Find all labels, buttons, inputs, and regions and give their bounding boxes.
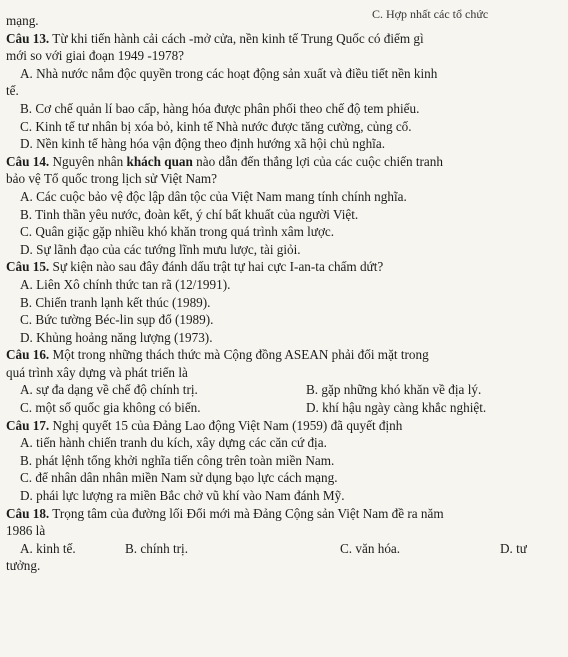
question-15-option-b: B. Chiến tranh lạnh kết thúc (1989). [20, 294, 211, 310]
question-13-option-c: C. Kinh tế tư nhân bị xóa bỏ, kinh tế Nhà nước được tăng cường, củng cố. [20, 118, 412, 134]
question-18-title: Câu 18. Trọng tâm của đường lối Đổi mới mà Đảng Cộng sản Việt Nam đề ra năm [6, 505, 444, 521]
question-15-option-a: A. Liên Xô chính thức tan rã (12/1991). [20, 276, 231, 292]
question-16-title: Câu 16. Một trong những thách thức mà Cộng đồng ASEAN phải đối mặt trong [6, 347, 429, 363]
question-13-title-cont: mới so với giai đoạn 1949 -1978? [6, 48, 185, 64]
question-14-title-cont: bảo vệ Tổ quốc trong lịch sử Việt Nam? [6, 171, 217, 187]
question-18 [6, 505, 564, 575]
question-15 [6, 258, 564, 346]
question-14 [6, 153, 564, 259]
question-13 [6, 30, 564, 153]
question-16-option-c: C. một số quốc gia không có biển. [20, 400, 201, 416]
question-14-option-c: C. Quân giặc gặp nhiều khó khăn trong quá trình xâm lược. [20, 224, 335, 240]
cut-off-option-text: C. Hợp nhất các tổ chức [372, 7, 489, 21]
question-18-option-b: B. chính trị. [125, 540, 189, 556]
previous-question-tail: mạng. [6, 13, 39, 28]
question-17-option-d: D. phái lực lượng ra miền Bắc chở vũ khí vào Nam đánh Mỹ. [20, 488, 345, 504]
question-13-option-d: D. Nền kinh tế hàng hóa vận động theo định hướng xã hội chủ nghĩa. [20, 136, 385, 152]
question-14-option-d: D. Sự lãnh đạo của các tướng lĩnh mưu lược, tài giỏi. [20, 241, 301, 257]
question-18-option-d: D. tư [500, 540, 527, 556]
question-17-title: Câu 17. Nghị quyết 15 của Đảng Lao động Việt Nam (1959) đã quyết định [6, 417, 403, 433]
question-15-option-d: D. Khủng hoảng năng lượng (1973). [20, 329, 213, 345]
question-18-option-c: C. văn hóa. [340, 540, 401, 556]
question-16-option-b: B. gặp những khó khăn về địa lý. [306, 382, 482, 398]
question-16 [6, 346, 564, 416]
question-16-options-row-2 [6, 399, 564, 417]
question-17-option-c: C. để nhân dân nhân miền Nam sử dụng bạo lực cách mạng. [20, 470, 338, 486]
question-16-title-cont: quá trình xây dựng và phát triển là [6, 364, 188, 380]
question-18-title-cont: 1986 là [6, 523, 46, 539]
exam-page [0, 7, 568, 657]
question-14-title: Câu 14. Nguyên nhân khách quan nào dẫn đến thắng lợi của các cuộc chiến tranh [6, 153, 443, 169]
question-15-option-c: C. Bức tường Béc-lin sụp đổ (1989). [20, 312, 214, 328]
question-18-option-d-cont: tưởng. [6, 558, 41, 574]
question-13-option-a-cont: tế. [6, 83, 19, 99]
question-15-title: Câu 15. Sự kiện nào sau đây đánh dấu trật tự hai cực I-an-ta chấm dứt? [6, 259, 384, 275]
question-17-option-b: B. phát lệnh tổng khởi nghĩa tiến công trên toàn miền Nam. [20, 452, 335, 468]
question-14-option-a: A. Các cuộc bảo vệ độc lập dân tộc của Việt Nam mang tính chính nghĩa. [20, 188, 407, 204]
question-17-option-a: A. tiến hành chiến tranh du kích, xây dựng các căn cứ địa. [20, 435, 327, 451]
question-13-option-b: B. Cơ chế quản lí bao cấp, hàng hóa được phân phối theo chế độ tem phiếu. [20, 100, 420, 116]
question-14-option-b: B. Tinh thần yêu nước, đoàn kết, ý chí bất khuất của người Việt. [20, 206, 359, 222]
question-17 [6, 417, 564, 505]
question-13-title: Câu 13. Từ khi tiến hành cải cách -mở cửa, nền kinh tế Trung Quốc có điểm gì [6, 30, 424, 46]
question-16-options-row-1 [6, 381, 564, 399]
question-18-option-a: A. kinh tế. [20, 540, 76, 556]
question-16-option-a: A. sự đa dạng về chế độ chính trị. [20, 382, 198, 398]
question-13-option-a: A. Nhà nước nắm độc quyền trong các hoạt động sản xuất và điều tiết nền kinh [20, 65, 438, 81]
question-18-options-row [6, 540, 564, 558]
question-16-option-d: D. khí hậu ngày càng khắc nghiệt. [306, 400, 487, 416]
